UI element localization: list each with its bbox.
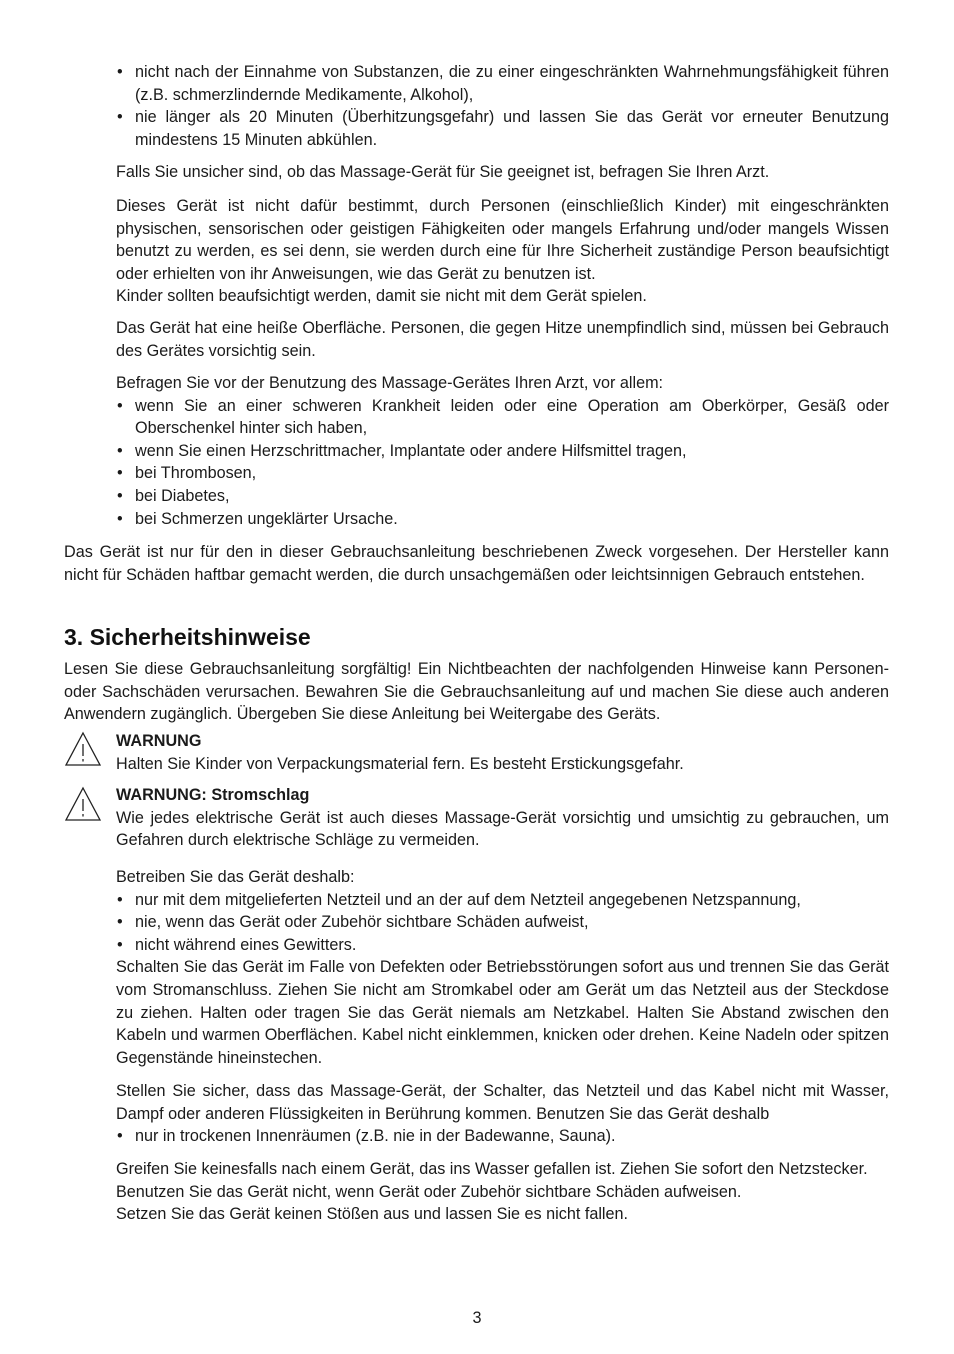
list-item: • wenn Sie an einer schweren Krankheit leiden oder eine Operation am Oberkörper, Gesäß oder Oberschenkel hinter sich haben, <box>116 395 889 440</box>
warning-title: WARNUNG: Stromschlag <box>116 786 310 804</box>
warning-block-electric-shock <box>116 784 889 852</box>
list-item: • wenn Sie einen Herzschrittmacher, Implantate oder andere Hilfsmittel tragen, <box>116 440 889 463</box>
warning-triangle-icon <box>64 731 102 767</box>
paragraph-purpose: Das Gerät ist nur für den in dieser Gebrauchsanleitung beschriebenen Zweck vorgesehen. Der Hersteller kann nicht für Schäden haftbar gemacht werden, die durch unsachgemäßen oder leichtsinnigen Gebrauch entstehen. <box>64 543 889 584</box>
operate-section <box>116 866 889 1069</box>
section-intro: Lesen Sie diese Gebrauchsanleitung sorgfältig! Ein Nichtbeachten der nachfolgenden Hinweise kann Personen- oder Sachschäden verursachen. Bewahren Sie die Gebrauchsanleitung auf und machen Sie diese auch anderen Anwendern zugänglich. Übergeben Sie diese Anleitung bei Weitergabe des Geräts. <box>64 660 889 724</box>
water-section <box>116 1080 889 1148</box>
list-item: • nur in trockenen Innenräumen (z.B. nie in der Badewanne, Sauna). <box>116 1125 889 1148</box>
paragraph-defects: Schalten Sie das Gerät im Falle von Defekten oder Betriebsstörungen sofort aus und trennen Sie das Gerät vom Stromanschluss. Ziehen Sie nicht am Stromkabel oder am Gerät um das Netzteil aus der Steckdose zu ziehen. Halten oder tragen Sie das Gerät niemals am Netzkabel. Halten Sie Abstand zwischen den Kabeln und warmen Oberflächen. Kabel nicht einklemmen, knicken oder drehen. Keine Nadeln oder spitzen Gegenstände hineinstechen. <box>116 958 889 1067</box>
doctor-intro: Befragen Sie vor der Benutzung des Massage-Gerätes Ihren Arzt, vor allem: <box>116 374 664 392</box>
paragraph-no-impacts: Setzen Sie das Gerät keinen Stößen aus und lassen Sie es nicht fallen. <box>116 1205 629 1224</box>
water-bullet-list <box>116 1125 889 1148</box>
fallen-device-section <box>116 1158 889 1226</box>
paragraph-children-supervise: Kinder sollten beaufsichtigt werden, damit sie nicht mit dem Gerät spielen. <box>116 287 647 306</box>
warning-block-packaging <box>116 730 889 775</box>
doctor-bullet-list <box>116 395 889 531</box>
list-item: • nicht während eines Gewitters. <box>116 934 889 957</box>
warning-title: WARNUNG <box>116 732 202 750</box>
list-item: • nie, wenn das Gerät oder Zubehör sichtbare Schäden aufweist, <box>116 911 889 934</box>
page-number: 3 <box>472 1309 482 1327</box>
doctor-section <box>116 372 889 530</box>
paragraph-visible-damage: Benutzen Sie das Gerät nicht, wenn Gerät oder Zubehör sichtbare Schäden aufweisen. <box>116 1182 742 1201</box>
list-item: • bei Schmerzen ungeklärter Ursache. <box>116 508 889 531</box>
paragraph-unsure: Falls Sie unsicher sind, ob das Massage-Gerät für Sie geeignet ist, befragen Sie Ihren Arzt. <box>116 163 770 181</box>
operate-bullet-list <box>116 889 889 957</box>
warning-text: Halten Sie Kinder von Verpackungsmaterial fern. Es besteht Erstickungsgefahr. <box>116 754 684 773</box>
paragraph-water: Stellen Sie sicher, dass das Massage-Gerät, der Schalter, das Netzteil und das Kabel nicht mit Wasser, Dampf oder anderen Flüssigkeiten in Berührung kommen. Benutzen Sie das Gerät deshalb <box>116 1082 889 1123</box>
list-item: • bei Thrombosen, <box>116 462 889 485</box>
list-item: • nur mit dem mitgelieferten Netzteil und an der auf dem Netzteil angegebenen Netzspannung, <box>116 889 889 912</box>
paragraph-children-text: Dieses Gerät ist nicht dafür bestimmt, durch Personen (einschließlich Kinder) mit eingeschränkten physischen, sensorischen oder geistigen Fähigkeiten oder mangels Erfahrung und/oder mangels Wissen benutzt zu werden, es sei denn, sie werden durch eine für Ihre Sicherheit zuständige Person beaufsichtigt oder erhielten von ihr Anweisungen, wie das Gerät zu benutzen ist. <box>116 197 889 283</box>
paragraph-fallen-water: Greifen Sie keinesfalls nach einem Gerät, das ins Wasser gefallen ist. Ziehen Sie sofort den Netzstecker. <box>116 1160 868 1178</box>
operate-intro: Betreiben Sie das Gerät deshalb: <box>116 868 355 886</box>
warning-triangle-icon <box>64 786 102 822</box>
list-item: • nie länger als 20 Minuten (Überhitzungsgefahr) und lassen Sie das Gerät vor erneuter Benutzung mindestens 15 Minuten abkühlen. <box>116 106 889 151</box>
list-item: • bei Diabetes, <box>116 485 889 508</box>
intro-bullet-list <box>116 61 889 151</box>
warning-text: Wie jedes elektrische Gerät ist auch dieses Massage-Gerät vorsichtig und umsichtig zu gebrauchen, um Gefahren durch elektrische Schläge zu vermeiden. <box>116 808 889 850</box>
paragraph-children <box>116 195 889 308</box>
paragraph-hot-surface: Das Gerät hat eine heiße Oberfläche. Personen, die gegen Hitze unempfindlich sind, müssen bei Gebrauch des Gerätes vorsichtig sein. <box>116 319 889 360</box>
list-item: • nicht nach der Einnahme von Substanzen, die zu einer eingeschränkten Wahrnehmungsfähigkeit führen (z.B. schmerzlindernde Medikamente, Alkohol), <box>116 61 889 106</box>
section-title: 3. Sicherheitshinweise <box>64 624 311 650</box>
